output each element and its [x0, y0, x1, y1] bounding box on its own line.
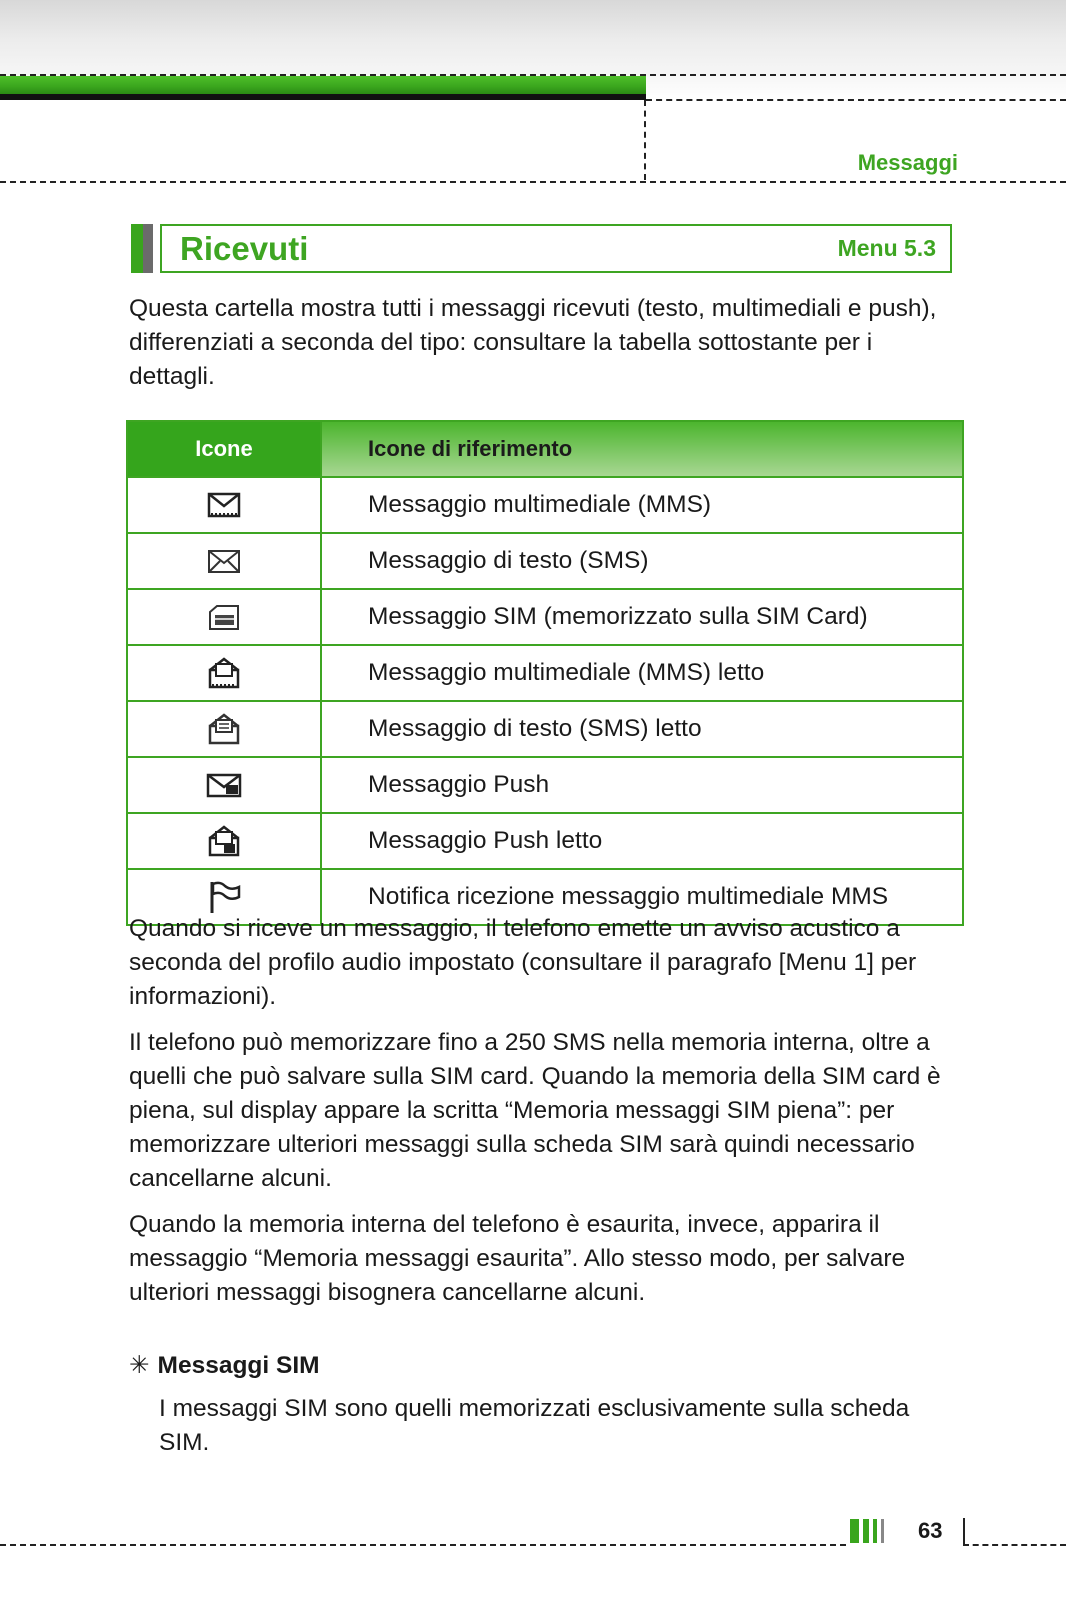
push-message-icon — [206, 770, 242, 800]
body-paragraph-3: Quando la memoria interna del telefono è esaurita, invece, apparira il messaggio “Memoria messaggi esaurita”. Allo stesso modo, per salvare ulteriori messaggi bisognera cancellarne alcuni. — [129, 1211, 906, 1306]
note-title: Messaggi SIM — [157, 1352, 320, 1379]
row-label: Messaggio multimediale (MMS) — [321, 477, 963, 533]
footer-bars — [850, 1519, 884, 1543]
table-row — [127, 589, 963, 645]
table-header-icon: Icone — [127, 421, 321, 477]
row-label: Messaggio Push letto — [321, 813, 963, 869]
icon-table — [126, 420, 964, 926]
table-row — [127, 645, 963, 701]
body-paragraph-2: Il telefono può memorizzare fino a 250 SMS nella memoria interna, oltre a quelli che può salvare sulla SIM card. Quando la memoria della SIM card è piena, sul display appare la scritta “Memoria messaggi SIM piena”: per memorizzare ulteriori messaggi sulla scheda SIM sarà quindi necessario cancellarne alcuni. — [129, 1029, 941, 1192]
table-row — [127, 701, 963, 757]
table-header-description: Icone di riferimento — [321, 421, 963, 477]
row-label: Messaggio SIM (memorizzato sulla SIM Card) — [321, 589, 963, 645]
menu-reference: Menu 5.3 — [837, 235, 936, 261]
row-label: Messaggio multimediale (MMS) letto — [321, 645, 963, 701]
section-label: Messaggi — [857, 150, 958, 175]
footer-corner — [963, 1518, 965, 1546]
note-text: I messaggi SIM sono quelli memorizzati esclusivamente sulla scheda SIM. — [159, 1395, 910, 1456]
header-mid-rule — [646, 99, 1066, 101]
flag-icon — [206, 879, 242, 915]
table-row — [127, 477, 963, 533]
title-box — [160, 224, 952, 273]
footer-rule-right — [963, 1544, 1066, 1546]
header-vertical-rule — [644, 100, 646, 180]
table-row — [127, 533, 963, 589]
table-row — [127, 757, 963, 813]
mms-envelope-icon — [207, 490, 241, 520]
sms-envelope-icon — [207, 546, 241, 576]
body-paragraph-1: Quando si riceve un messaggio, il telefono emette un avviso acustico a seconda del profilo audio impostato (consultare il paragrafo [Menu 1] per informazioni). — [129, 915, 917, 1010]
header-green-bar — [0, 76, 646, 100]
row-label: Messaggio di testo (SMS) — [321, 533, 963, 589]
page-title: Ricevuti — [180, 229, 309, 267]
title-marker — [131, 224, 153, 273]
intro-paragraph: Questa cartella mostra tutti i messaggi ricevuti (testo, multimediali e push), differenziati a seconda del tipo: consultare la tabella sottostante per i dettagli. — [129, 295, 937, 390]
header-bottom-rule — [0, 181, 1066, 183]
asterisk-icon: ✳ — [129, 1352, 150, 1379]
push-read-icon — [207, 824, 241, 858]
footer-rule-left — [0, 1544, 846, 1546]
table-row — [127, 813, 963, 869]
sms-read-icon — [207, 712, 241, 746]
row-label: Notifica ricezione messaggio multimediale MMS — [321, 869, 963, 925]
page-number: 63 — [918, 1518, 943, 1543]
sim-message-icon — [207, 602, 241, 632]
row-label: Messaggio di testo (SMS) letto — [321, 701, 963, 757]
note-heading — [129, 1350, 320, 1380]
table-header-row — [127, 421, 963, 477]
mms-read-icon — [207, 656, 241, 690]
row-label: Messaggio Push — [321, 757, 963, 813]
